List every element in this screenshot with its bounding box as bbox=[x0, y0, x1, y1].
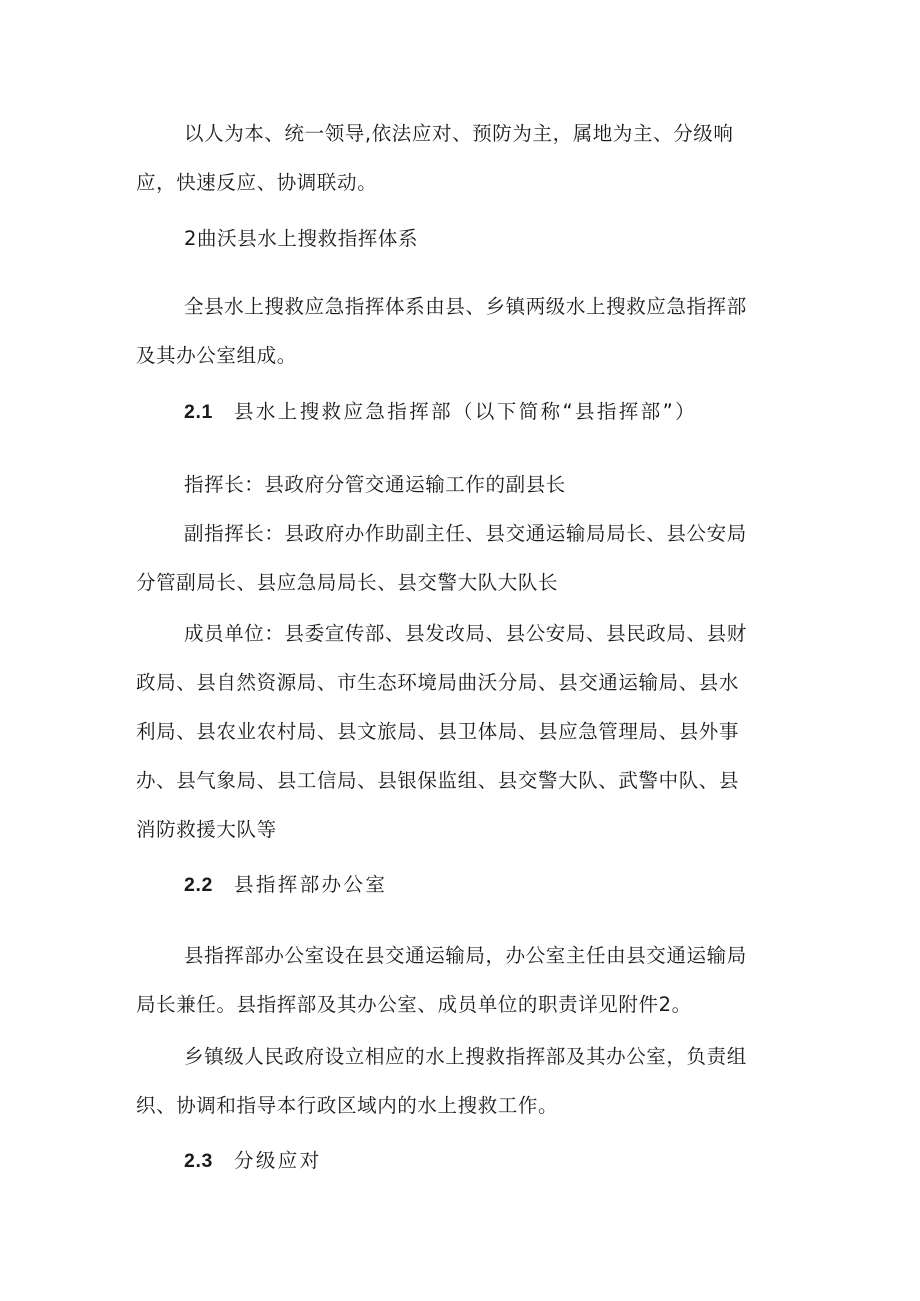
section-2-heading: 2曲沃县水上搜救指挥体系 bbox=[184, 227, 419, 250]
members-line-1: 成员单位：县委宣传部、县发改局、县公安局、县民政局、县财 bbox=[184, 622, 747, 645]
members-line-5: 消防救援大队等 bbox=[136, 818, 277, 841]
office-line-1: 县指挥部办公室设在县交通运输局，办公室主任由县交通运输局 bbox=[184, 944, 747, 967]
town-line-1: 乡镇级人民政府设立相应的水上搜救指挥部及其办公室，负责组 bbox=[184, 1045, 747, 1068]
section-2-3-heading bbox=[184, 1147, 844, 1175]
section-title: 县水上搜救应急指挥部（以下简称“县指挥部”） bbox=[234, 400, 698, 423]
section-title: 县指挥部办公室 bbox=[234, 873, 388, 896]
section-number: 2.1 bbox=[184, 401, 213, 423]
system-line-2: 及其办公室组成。 bbox=[136, 344, 297, 367]
town-line-2: 织、协调和指导本行政区域内的水上搜救工作。 bbox=[136, 1094, 559, 1117]
members-line-2: 政局、县自然资源局、市生态环境局曲沃分局、县交通运输局、县水 bbox=[136, 671, 740, 694]
section-title: 分级应对 bbox=[234, 1149, 322, 1172]
vice-commander-line-2: 分管副局长、县应急局局长、县交警大队大队长 bbox=[136, 571, 559, 594]
principle-line-2: 应，快速反应、协调联动。 bbox=[136, 171, 378, 194]
commander-line: 指挥长：县政府分管交通运输工作的副县长 bbox=[184, 473, 566, 496]
principle-line-1: 以人为本、统一领导,依法应对、预防为主，属地为主、分级响 bbox=[184, 122, 734, 145]
section-number: 2.3 bbox=[184, 1150, 213, 1172]
office-line-2: 局长兼任。县指挥部及其办公室、成员单位的职责详见附件2。 bbox=[136, 993, 692, 1016]
members-line-4: 办、县气象局、县工信局、县银保监组、县交警大队、武警中队、县 bbox=[136, 769, 740, 792]
system-line-1: 全县水上搜救应急指挥体系由县、乡镇两级水上搜救应急指挥部 bbox=[184, 295, 747, 318]
vice-commander-line-1: 副指挥长：县政府办作助副主任、县交通运输局局长、县公安局 bbox=[184, 522, 747, 545]
members-line-3: 利局、县农业农村局、县文旅局、县卫体局、县应急管理局、县外事 bbox=[136, 720, 740, 743]
section-2-1-heading bbox=[184, 398, 844, 426]
section-number: 2.2 bbox=[184, 874, 213, 896]
section-2-2-heading bbox=[184, 871, 844, 899]
